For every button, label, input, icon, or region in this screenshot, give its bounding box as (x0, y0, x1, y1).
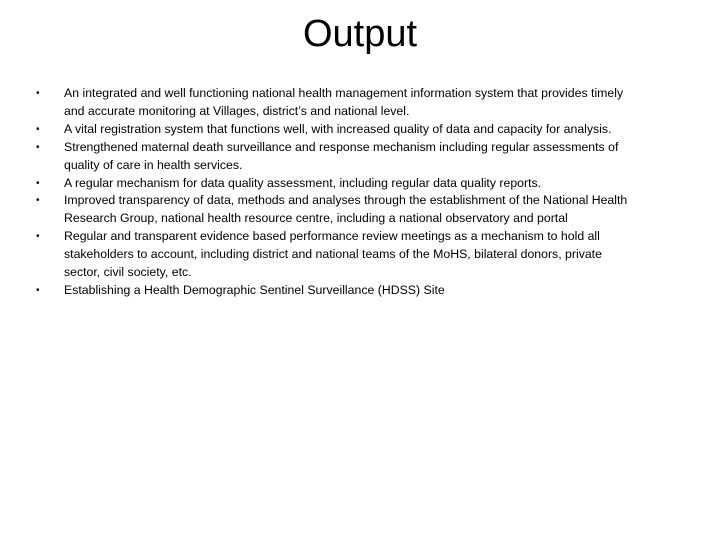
bullet-list (36, 85, 676, 300)
bullet-text-line: A vital registration system that functions well, with increased quality of data and capacity for analysis. (64, 121, 612, 136)
bullet-text-line: An integrated and well functioning national health management information system that provides timely (64, 86, 624, 100)
bullet-text-line: Research Group, national health resource centre, including a national observatory and portal (64, 211, 568, 226)
bullet-item (36, 121, 676, 139)
bullet-text-line: A regular mechanism for data quality assessment, including regular data quality reports. (64, 175, 542, 190)
bullet-text-line: and accurate monitoring at Villages, district’s and national level. (64, 103, 410, 118)
bullet-item (36, 139, 676, 175)
bullet-text-line: Improved transparency of data, methods and analyses through the establishment of the National Health (64, 193, 628, 208)
bullet-dot-icon: • (36, 123, 40, 135)
bullet-dot-icon: • (36, 284, 40, 296)
bullet-text-line: sector, civil society, etc. (64, 265, 192, 280)
bullet-dot-icon: • (36, 141, 40, 153)
bullet-text-line: Establishing a Health Demographic Sentinel Surveillance (HDSS) Site (64, 282, 445, 297)
bullet-item (36, 175, 676, 193)
bullet-text-line: Regular and transparent evidence based performance review meetings as a mechanism to hold all (64, 229, 600, 244)
bullet-dot-icon: • (36, 177, 40, 189)
bullet-text-line: stakeholders to account, including district and national teams of the MoHS, bilateral donors, private (64, 247, 602, 262)
bullet-dot-icon: • (36, 195, 40, 207)
bullet-text-line: Strengthened maternal death surveillance and response mechanism including regular assessments of (64, 139, 619, 154)
bullet-dot-icon: • (36, 88, 40, 99)
bullet-item (36, 192, 676, 228)
bullet-dot-icon: • (36, 231, 40, 243)
slide-title: Output (302, 13, 418, 55)
bullet-item (36, 228, 676, 282)
bullet-item (36, 85, 676, 121)
bullet-text-line: quality of care in health services. (64, 157, 243, 172)
bullet-item (36, 282, 676, 300)
